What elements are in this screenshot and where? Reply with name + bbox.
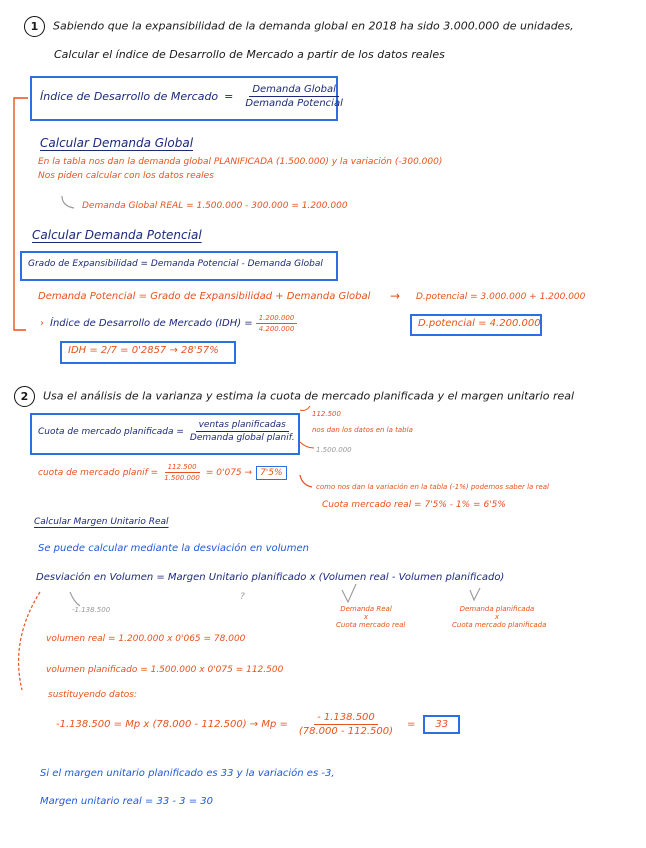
variation-note-2: Cuota mercado real = 7'5% - 1% = 6'5%: [322, 500, 506, 510]
annotation-plan-line3: Cuota mercado planificada: [452, 621, 547, 629]
question-2-text: Usa el análisis de la varianza y estima la cuota de mercado planificada y el margen unitario real: [43, 389, 575, 403]
mp-equation: [56, 712, 460, 737]
final-result: Margen unitario real = 33 - 3 = 30: [40, 796, 213, 807]
cuota-calc-right: = 0'075 →: [205, 467, 253, 478]
variation-note-1: como nos dan la variación en la tabla (-1%) podemos saber la real: [316, 483, 549, 491]
cuota-calc-label: cuota de mercado planif =: [38, 467, 159, 478]
annotation-real: [336, 605, 406, 629]
question-number-badge: 1: [24, 16, 45, 37]
cuota-result: 7'5%: [256, 466, 286, 480]
question-2: [14, 386, 574, 407]
demanda-global-text-1: En la tabla nos dan la demanda global PLANIFICADA (1.500.000) y la variación (-300.000): [38, 157, 443, 167]
idm-numerator: Demanda Global: [249, 84, 339, 97]
idh-numerator: 1.200.000: [256, 314, 298, 324]
demanda-potencial-heading: Calcular Demanda Potencial: [32, 228, 202, 242]
demanda-potencial-result: D.potencial = 4.200.000: [418, 318, 541, 329]
annotation-question: ?: [240, 592, 245, 602]
cuota-label: Cuota de mercado planificada =: [38, 426, 184, 437]
annotation-plan-line2: x: [494, 613, 500, 621]
margen-unitario-text: Se puede calcular mediante la desviación en volumen: [38, 543, 309, 554]
mp-equation-left: -1.138.500 = Mp x (78.000 - 112.500) → Mp =: [56, 719, 288, 730]
arrow-icon: →: [390, 289, 401, 303]
question-1-subtext: Calcular el índice de Desarrollo de Mercado a partir de los datos reales: [54, 48, 445, 61]
mp-result: 33: [423, 715, 460, 734]
volumen-planificado: volumen planificado = 1.500.000 x 0'075 = 112.500: [46, 665, 284, 675]
demanda-global-result: Demanda Global REAL = 1.500.000 - 300.000 = 1.200.000: [82, 201, 348, 211]
demanda-potencial-text: Demanda Potencial = Grado de Expansibilidad + Demanda Global: [38, 291, 371, 302]
mp-denominator: (78.000 - 112.500): [298, 726, 393, 737]
grado-expansibilidad-formula: Grado de Expansibilidad = Demanda Potencial - Demanda Global: [28, 259, 323, 269]
desviacion-volumen-formula: Desviación en Volumen = Margen Unitario planificado x (Volumen real - Volumen planificado): [36, 572, 505, 583]
cuota-denominator: Demanda global planif.: [189, 433, 295, 443]
annotation-plan-line1: Demanda planificada: [459, 605, 535, 613]
final-statement: Si el margen unitario planificado es 33 y la variación es -3,: [40, 768, 335, 779]
annotation-left: -1.138.500: [72, 606, 111, 614]
cuota-calc: [38, 463, 287, 482]
annotation-real-line3: Cuota mercado real: [336, 621, 406, 629]
demanda-potencial-calc: D.potencial = 3.000.000 + 1.200.000: [416, 292, 586, 302]
note-table: nos dan los datos en la tabla: [312, 426, 413, 434]
margen-unitario-heading: Calcular Margen Unitario Real: [34, 517, 169, 527]
annotation-real-line1: Demanda Real: [340, 605, 392, 613]
idh-formula: [40, 314, 300, 333]
cuota-formula: [38, 420, 301, 443]
arrow-right-icon: ›: [40, 318, 44, 329]
idm-label: Índice de Desarrollo de Mercado: [40, 90, 219, 103]
question-number-badge: 2: [14, 386, 35, 407]
equals-sign: =: [224, 90, 234, 103]
question-1-text: Sabiendo que la expansibilidad de la demanda global en 2018 ha sido 3.000.000 de unidades,: [53, 19, 574, 33]
note-demand: 1.500.000: [316, 446, 352, 454]
cuota-calc-numerator: 112.500: [165, 463, 200, 473]
idh-result: IDH = 2/7 = 0'2857 → 28'57%: [68, 345, 219, 356]
idh-label: Índice de Desarrollo de Mercado (IDH) =: [50, 318, 253, 329]
substituting-label: sustituyendo datos:: [48, 690, 137, 700]
demanda-global-text-2: Nos piden calcular con los datos reales: [38, 171, 214, 181]
idh-denominator: 4.200.000: [258, 325, 295, 333]
demanda-global-heading: Calcular Demanda Global: [40, 136, 194, 150]
mp-numerator: - 1.138.500: [314, 712, 378, 725]
mp-equals: =: [407, 719, 416, 730]
note-sales: 112.500: [312, 410, 341, 418]
idm-denominator: Demanda Potencial: [245, 98, 343, 109]
cuota-calc-denominator: 1.500.000: [164, 474, 200, 482]
volumen-real: volumen real = 1.200.000 x 0'065 = 78.000: [46, 634, 246, 644]
cuota-numerator: ventas planificadas: [196, 420, 289, 432]
annotation-real-line2: x: [363, 613, 369, 621]
annotation-plan: [452, 605, 547, 629]
